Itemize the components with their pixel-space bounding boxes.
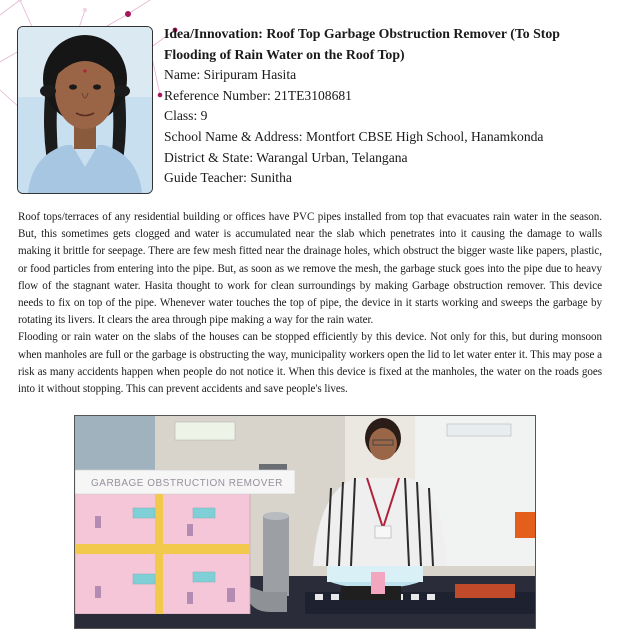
student-info-block (164, 24, 604, 189)
guide-teacher: Guide Teacher: Sunitha (164, 170, 292, 186)
project-description (18, 209, 602, 398)
student-name: Name: Siripuram Hasita (164, 67, 297, 83)
description-paragraph-2: Flooding or rain water on the slabs of the houses can be stopped efficiently by this device. Not only for this, but during monsoon when manholes are full or the garbage is obstructing the way, municipality workers open the lid to let water enter it. This may pose a risk as many accidents happen when people do not notice it. When this device is fixed at the manholes, the water on the roads goes into it without stopping. This can prevent accidents and save people's lives. (18, 331, 602, 396)
project-title-line-1: Idea/Innovation: Roof Top Garbage Obstruction Remover (To Stop (164, 26, 560, 41)
reference-number: Reference Number: 21TE3108681 (164, 87, 352, 103)
description-paragraph-1: Roof tops/terraces of any residential building or offices have PVC pipes installed from top that evacuates rain water in the season. But, this sometimes gets clogged and water is accumulated near the slab which penetrates into it causing the damage to walls making it brittle for seepage. There are few mesh fitted near the drainage holes, which obstruct the bigger waste like papers, plastic, or food particles from entering into the pipe. But, as soon as we remove the mesh, the garbage stuck goes into the pipe due to heavy flow of the stagnant water. Hasita thought to work for clean surroundings by making Garbage obstruction remover. This device needs to fix on top of the pipe. Whenever water touches the top of pipe, the device in it starts working and sweeps the garbage by rotating its livers. It clears the area through pipe making a way for the rain water. (18, 211, 602, 327)
student-class: Class: 9 (164, 108, 208, 124)
district-state: District & State: Warangal Urban, Telangana (164, 149, 408, 165)
school-name-address: School Name & Address: Montfort CBSE High School, Hanamkonda (164, 128, 544, 144)
project-model-photo (74, 415, 536, 629)
project-title-line-2: Flooding of Rain Water on the Roof Top) (164, 46, 405, 62)
student-portrait-photo (17, 26, 153, 194)
model-sign-label: GARBAGE OBSTRUCTION REMOVER (91, 478, 283, 489)
